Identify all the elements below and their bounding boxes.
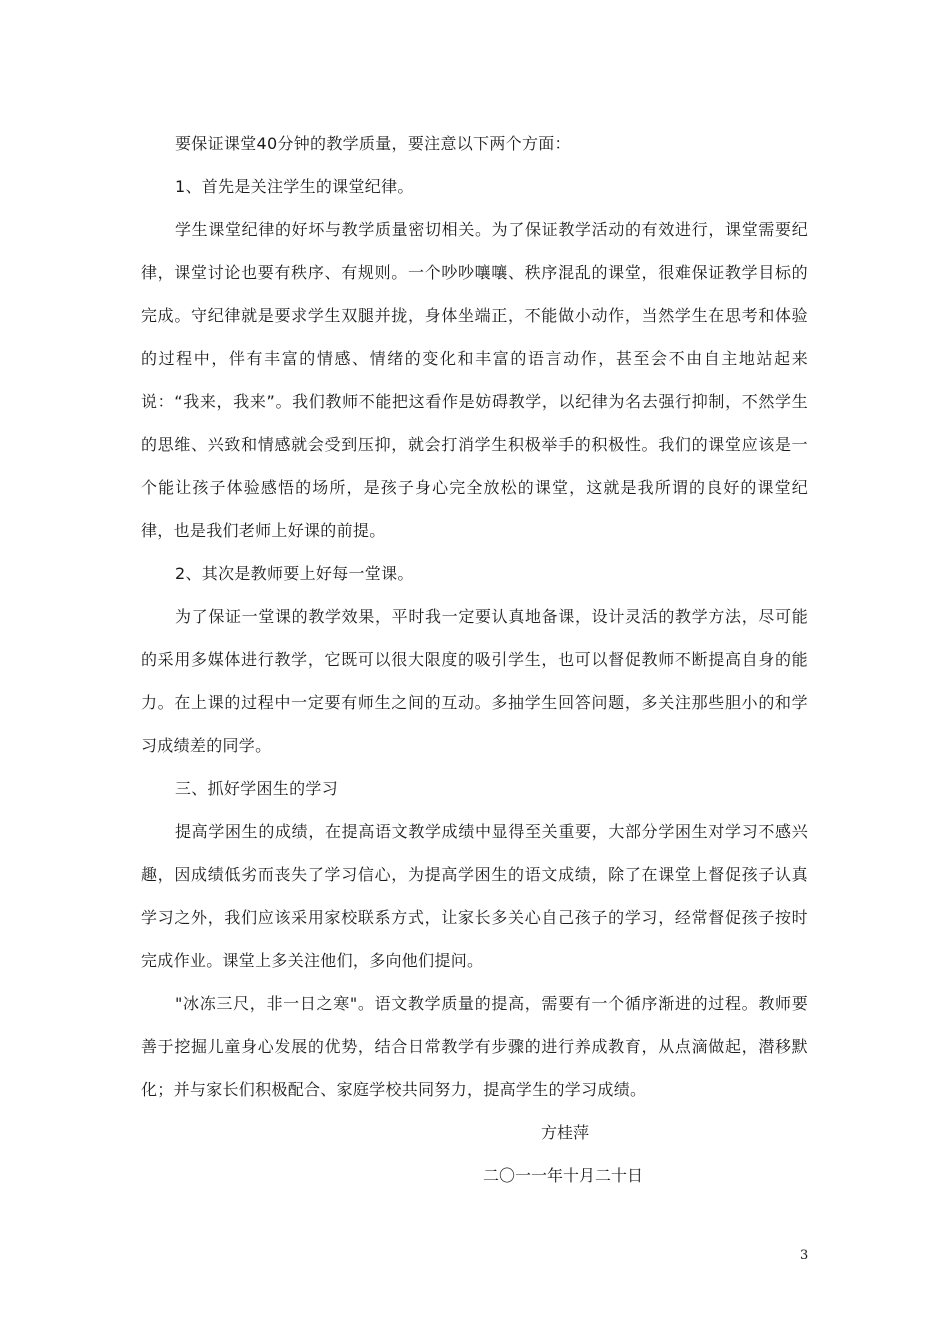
heading-struggling-students: 三、抓好学困生的学习 <box>175 779 339 798</box>
signature-name: 方桂萍 <box>541 1123 590 1142</box>
document-body <box>141 122 808 1197</box>
signature-date: 二〇一一年十月二十日 <box>483 1166 644 1185</box>
paragraph-teaching: 为了保证一堂课的教学效果，平时我一定要认真地备课，设计灵活的教学方法，尽可能的采用多媒体进行教学，它既可以很大限度的吸引学生，也可以督促教师不断提高自身的能力。在上课的过程中一定要有师生之间的互动。多抽学生回答问题，多关注那些胆小的和学习成绩差的同学。 <box>141 607 808 755</box>
paragraph-conclusion: "冰冻三尺，非一日之寒"。语文教学质量的提高，需要有一个循序渐进的过程。教师要善于挖掘儿童身心发展的优势，结合日常教学有步骤的进行养成教育，从点滴做起，潜移默化；并与家长们积极配合、家庭学校共同努力，提高学生的学习成绩。 <box>141 994 808 1099</box>
page-number: 3 <box>800 1248 809 1263</box>
paragraph-struggling-students: 提高学困生的成绩，在提高语文教学成绩中显得至关重要，大部分学困生对学习不感兴趣，因成绩低劣而丧失了学习信心，为提高学困生的语文成绩，除了在课堂上督促孩子认真学习之外，我们应该采用家校联系方式，让家长多关心自己孩子的学习，经常督促孩子按时完成作业。课堂上多关注他们，多向他们提问。 <box>141 822 808 970</box>
heading-teaching: 2、其次是教师要上好每一堂课。 <box>175 564 414 583</box>
paragraph-intro: 要保证课堂40分钟的教学质量，要注意以下两个方面： <box>175 134 571 153</box>
heading-discipline: 1、首先是关注学生的课堂纪律。 <box>175 177 414 196</box>
paragraph-discipline: 学生课堂纪律的好坏与教学质量密切相关。为了保证教学活动的有效进行，课堂需要纪律，课堂讨论也要有秩序、有规则。一个吵吵嚷嚷、秩序混乱的课堂，很难保证教学目标的完成。守纪律就是要求学生双腿并拢，身体坐端正，不能做小动作，当然学生在思考和体验的过程中，伴有丰富的情感、情绪的变化和丰富的语言动作，甚至会不由自主地站起来说：“我来，我来”。我们教师不能把这看作是妨碍教学，以纪律为名去强行抑制，不然学生的思维、兴致和情感就会受到压抑，就会打消学生积极举手的积极性。我们的课堂应该是一个能让孩子体验感悟的场所，是孩子身心完全放松的课堂，这就是我所谓的良好的课堂纪律，也是我们老师上好课的前提。 <box>141 220 808 540</box>
